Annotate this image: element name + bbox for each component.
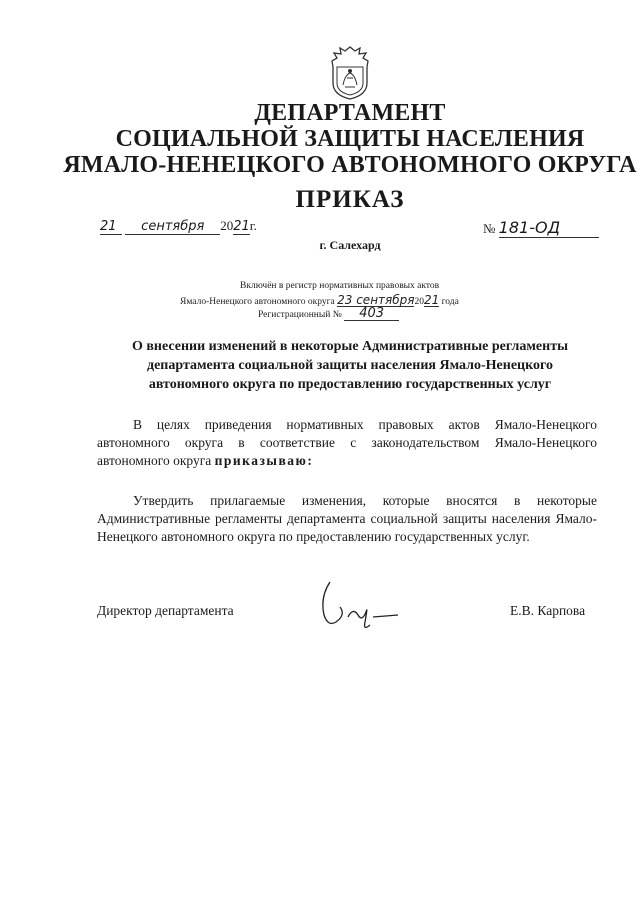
order-word: приказываю: [214, 453, 314, 468]
order-number [483, 218, 599, 238]
signatory-position: Директор департамента [97, 603, 234, 618]
registration-region: Ямало-Ненецкого автономного округа [180, 297, 335, 307]
document-type: ПРИКАЗ [295, 186, 405, 213]
paragraph-2-text: Утвердить прилагаемые изменения, которые вносятся в некоторые Административные регламенты департамента социальной защиты населения Ямало-Ненецкого автономного округа по предоставлению государственных услуг. [97, 493, 597, 544]
department-title-line1: ДЕПАРТАМЕНТ [254, 100, 446, 126]
registration-number-label: Регистрационный № [258, 310, 342, 320]
number-value: 181-ОД [499, 218, 599, 238]
coat-of-arms-icon [327, 45, 373, 101]
registration-number: 403 [344, 308, 399, 321]
handwritten-signature-icon [318, 577, 408, 632]
date-year-prefix: 20 [220, 218, 234, 233]
date-month: сентября [125, 219, 220, 235]
department-title-line2: СОЦИАЛЬНОЙ ЗАЩИТЫ НАСЕЛЕНИЯ [115, 126, 585, 152]
body-paragraph-2 [97, 492, 597, 546]
date-year-suffix: 21 [233, 219, 250, 234]
number-label: № [483, 221, 496, 236]
signatory-name: Е.В. Карпова [510, 603, 586, 618]
paragraph-1-text: В целях приведения нормативных правовых актов Ямало-Ненецкого автономного округа в соответствие с законодательством Ямало-Ненецкого автономного округа [97, 417, 597, 468]
registration-date: 23 сентября [337, 293, 415, 307]
body-paragraph-1 [97, 416, 597, 470]
order-date [100, 218, 257, 235]
registration-year-word: года [441, 297, 459, 307]
city: г. Салехард [319, 238, 381, 252]
document-subject: О внесении изменений в некоторые Административные регламенты департамента социальной защиты населения Ямало-Ненецкого автономного округа по предоставлению государственных услуг [131, 339, 569, 392]
registration-line1: Включён в регистр нормативных правовых актов [240, 281, 440, 291]
registration-line3 [258, 308, 399, 321]
date-day: 21 [100, 219, 122, 235]
registration-year-suffix: 21 [423, 293, 440, 307]
department-title-line3: ЯМАЛО-НЕНЕЦКОГО АВТОНОМНОГО ОКРУГА [63, 152, 637, 178]
registration-line2 [180, 294, 459, 308]
registration-year-prefix: 20 [414, 297, 424, 307]
date-suffix: г. [249, 218, 257, 233]
